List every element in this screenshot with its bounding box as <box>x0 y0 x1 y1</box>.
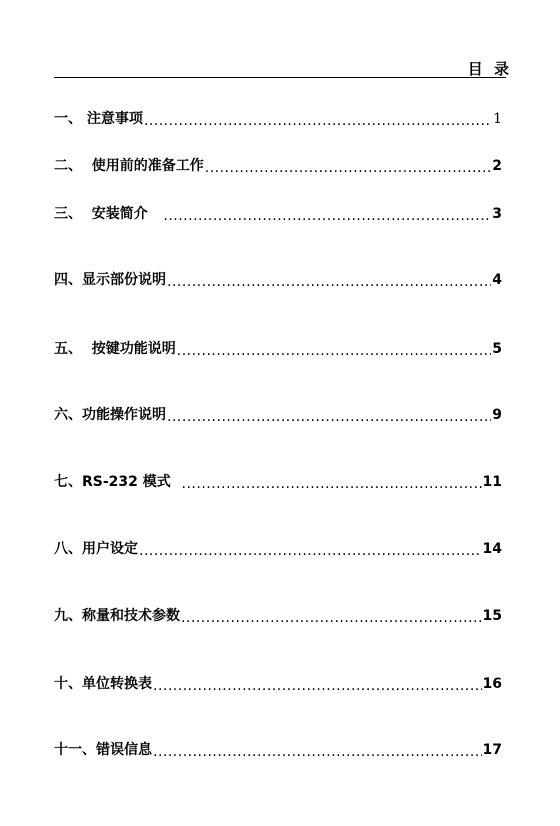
toc-entry-label: 六、功能操作说明 <box>54 407 166 423</box>
page-title: 目 录 <box>467 60 512 78</box>
toc-entry-label: 一、 注意事项 <box>54 111 143 127</box>
toc-entry-label: 八、用户设定 <box>54 541 138 557</box>
toc-entry-page: 5 <box>492 341 502 357</box>
toc-dot-leader <box>177 344 492 358</box>
toc-dot-leader <box>181 611 482 625</box>
toc-entry-unit-conversion[interactable] <box>54 671 502 693</box>
toc-dot-leader <box>167 275 491 289</box>
toc-dot-leader <box>153 679 482 693</box>
toc-entry-label: 十一、错误信息 <box>54 742 152 758</box>
toc-entry-label: 七、RS-232 模式 <box>54 474 181 490</box>
toc-entry-display[interactable] <box>54 267 502 289</box>
toc-dot-leader <box>205 161 492 175</box>
toc-entry-rs232[interactable] <box>54 469 502 491</box>
toc-entry-notes[interactable] <box>54 106 502 128</box>
toc-entry-label: 四、显示部份说明 <box>54 272 166 288</box>
toc-entry-label: 五、 按键功能说明 <box>54 341 176 357</box>
toc-dot-leader <box>144 114 492 128</box>
toc-entry-page: 9 <box>492 407 502 423</box>
toc-entry-page: 17 <box>482 742 502 758</box>
toc-entry-preparation[interactable] <box>54 153 502 175</box>
toc-entry-label: 三、 安装简介 <box>54 206 163 222</box>
toc-entry-page: 14 <box>482 541 502 557</box>
toc-entry-label: 十、单位转换表 <box>54 676 152 692</box>
toc-entry-page: 1 <box>493 111 502 127</box>
toc-entry-page: 16 <box>482 676 502 692</box>
toc-entry-page: 15 <box>482 608 502 624</box>
toc-entry-keys[interactable] <box>54 336 502 358</box>
toc-entry-installation[interactable] <box>54 201 502 223</box>
toc-entry-errors[interactable] <box>54 737 502 759</box>
toc-entry-specs[interactable] <box>54 603 502 625</box>
toc-entry-page: 11 <box>482 474 502 490</box>
toc-dot-leader <box>182 477 482 491</box>
toc-entry-page: 3 <box>492 206 502 222</box>
toc-dot-leader <box>139 544 482 558</box>
toc-entry-label: 二、 使用前的准备工作 <box>54 158 204 174</box>
toc-entry-label: 九、称量和技术参数 <box>54 608 180 624</box>
toc-entry-page: 4 <box>492 272 502 288</box>
toc-entry-user-settings[interactable] <box>54 536 502 558</box>
toc-dot-leader <box>153 745 482 759</box>
toc-entry-operation[interactable] <box>54 402 502 424</box>
toc-dot-leader <box>167 410 491 424</box>
toc-entry-page: 2 <box>492 158 502 174</box>
toc-dot-leader <box>163 209 491 223</box>
